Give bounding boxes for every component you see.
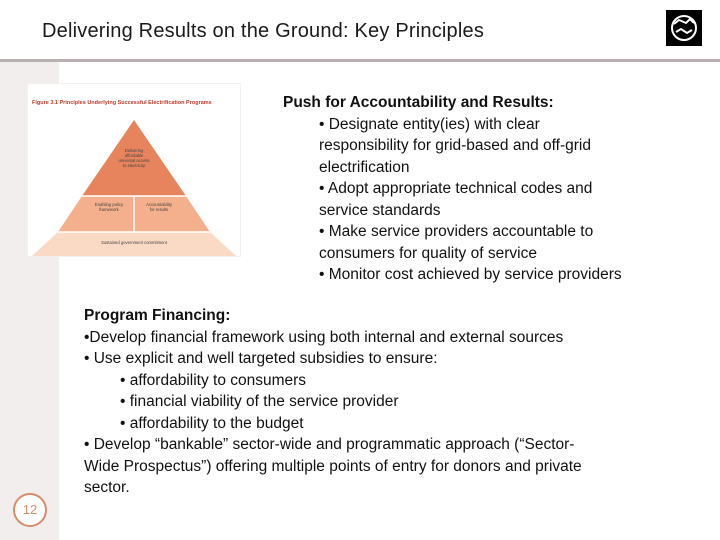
financing-heading: Program Financing: [84, 307, 231, 324]
figure-caption: Figure 3.1 Principles Underlying Successful Electrification Programs [32, 100, 212, 106]
pyramid-base-label: Sustained government commitment [101, 240, 167, 245]
accountability-line: • Make service providers accountable to [319, 223, 594, 240]
financing-line: • Develop “bankable” sector-wide and programmatic approach (“Sector- [84, 436, 575, 453]
accountability-line: • Designate entity(ies) with clear [319, 115, 540, 133]
financing-line: • Use explicit and well targeted subsidies to ensure: [84, 350, 438, 367]
page-number-badge: 12 [13, 493, 47, 527]
pyramid-figure [28, 84, 240, 256]
slide-title: Delivering Results on the Ground: Key Principles [42, 20, 485, 42]
title-divider [0, 59, 720, 62]
financing-line: •Develop financial framework using both internal and external sources [84, 328, 564, 346]
financing-sub-item: • affordability to consumers [120, 371, 307, 389]
financing-sub-item: • financial viability of the service provider [120, 393, 399, 410]
financing-section [84, 305, 684, 499]
accountability-line: responsibility for grid-based and off-grid [319, 137, 591, 154]
accountability-line: consumers for quality of service [319, 244, 537, 262]
world-bank-logo [666, 10, 702, 46]
pyramid-right-label: Accountability for results [146, 202, 172, 212]
pyramid-top-label: Delivering affordable universal access to electricity [118, 148, 150, 168]
accountability-line: • Adopt appropriate technical codes and [319, 180, 593, 197]
financing-line: Wide Prospectus”) offering multiple points of entry for donors and private [84, 457, 582, 475]
financing-sub-item: • affordability to the budget [120, 414, 304, 432]
accountability-line: service standards [319, 201, 441, 219]
financing-line: sector. [84, 479, 130, 496]
pyramid-left-label: Enabling policy framework [94, 202, 124, 212]
accountability-heading: Push for Accountability and Results: [283, 94, 554, 111]
accountability-line: • Monitor cost achieved by service providers [319, 266, 622, 283]
accountability-line: electrification [319, 158, 410, 176]
accountability-section [283, 92, 703, 286]
